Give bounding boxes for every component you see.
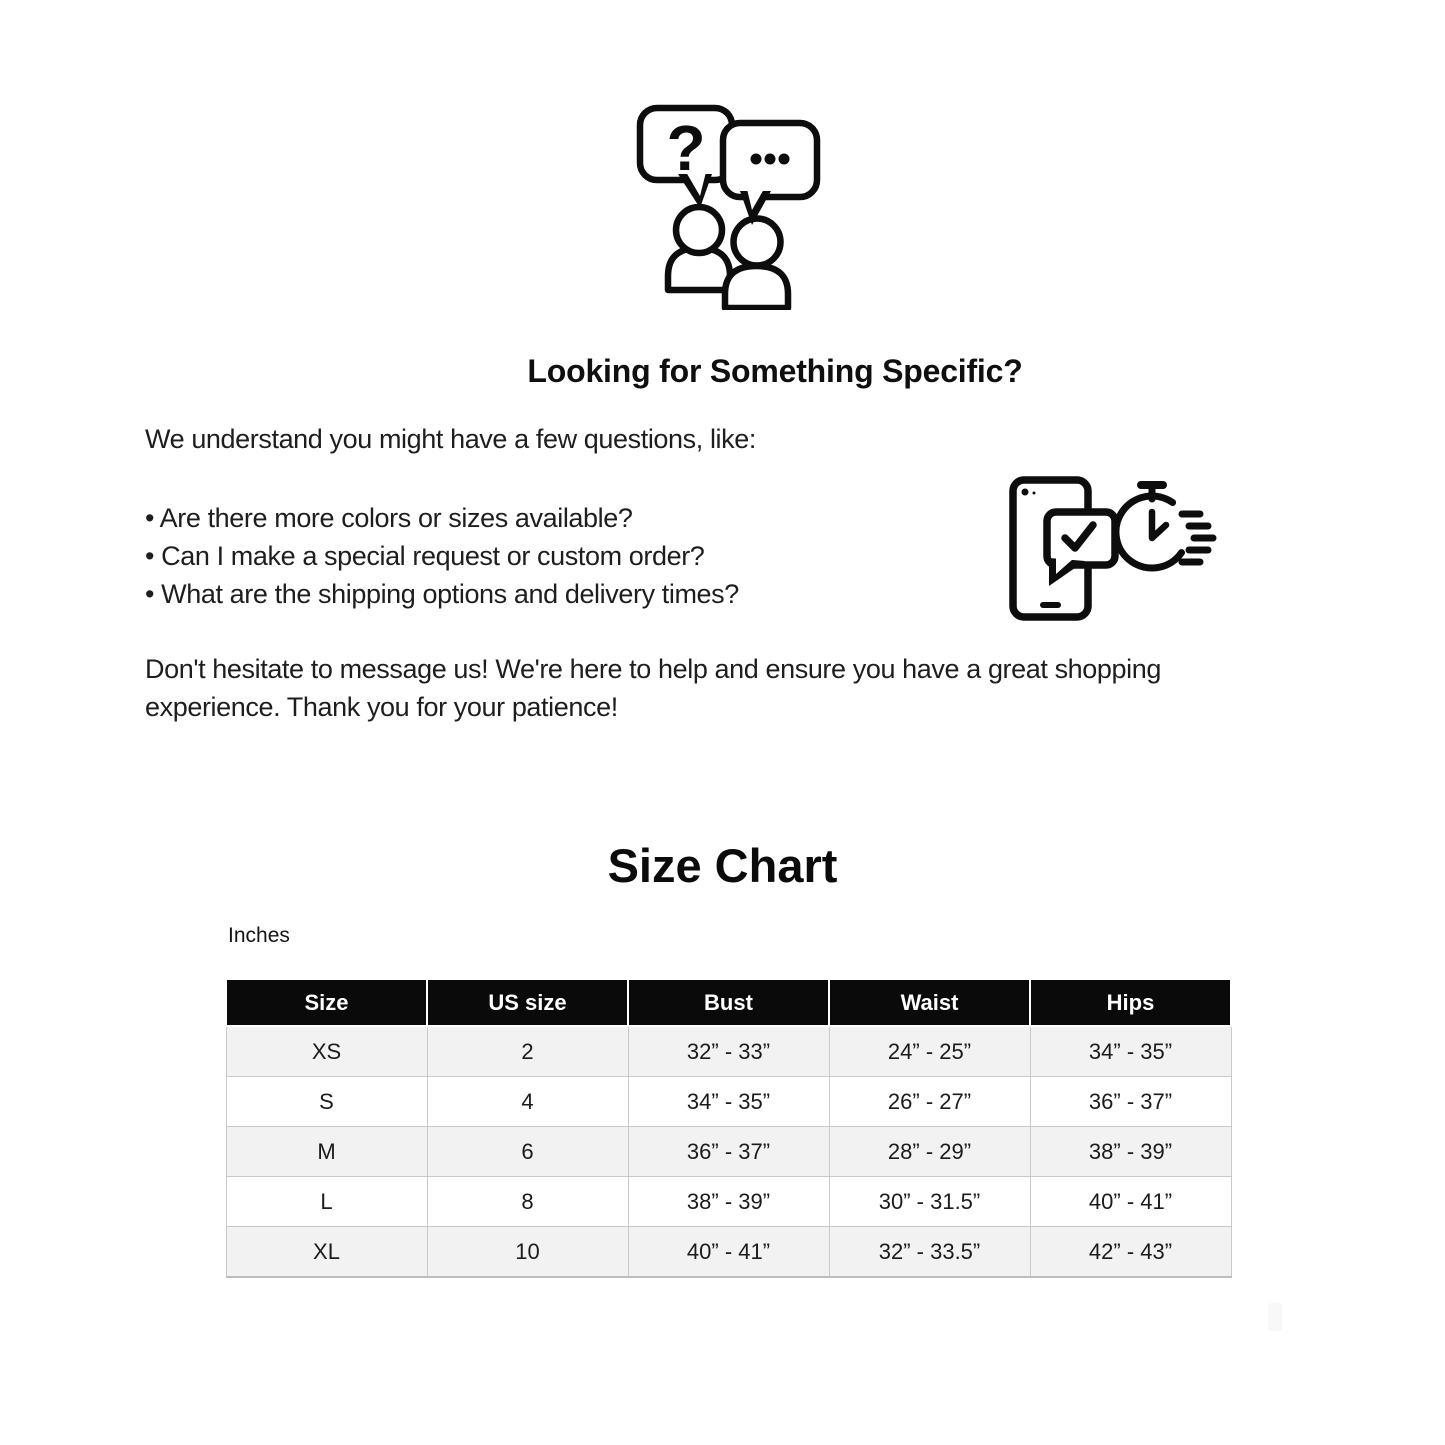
table-row [226,1227,1231,1278]
table-cell: XS [226,1026,427,1077]
bullet-item: • Are there more colors or sizes available? [145,503,633,533]
table-cell: M [226,1127,427,1177]
two-people-chat-bubbles-icon [628,98,823,310]
faint-watermark [1268,1303,1282,1331]
column-header-size: Size [226,979,427,1026]
table-cell: 42” - 43” [1030,1227,1231,1278]
bullet-item: • Can I make a special request or custom order? [145,541,705,571]
table-cell: 40” - 41” [628,1227,829,1278]
table-cell: 28” - 29” [829,1127,1030,1177]
message-line: experience. Thank you for your patience! [145,692,618,722]
table-cell: 26” - 27” [829,1077,1030,1127]
table-cell: 32” - 33.5” [829,1227,1030,1278]
message-line: Don't hesitate to message us! We're here to help and ensure you have a great shopping [145,654,1161,684]
help-intro-text: We understand you might have a few questions, like: [145,424,756,454]
table-header-row [226,979,1231,1026]
table-row [226,1077,1231,1127]
table-cell: S [226,1077,427,1127]
table-cell: 2 [427,1026,628,1077]
help-message-text [145,650,1161,726]
table-cell: 38” - 39” [628,1177,829,1227]
table-cell: 8 [427,1177,628,1227]
table-cell: 6 [427,1127,628,1177]
table-cell: L [226,1177,427,1227]
table-cell: 30” - 31.5” [829,1177,1030,1227]
table-cell: 36” - 37” [628,1127,829,1177]
phone-message-stopwatch-icon [1003,468,1228,623]
unit-label: Inches [228,924,290,947]
table-row [226,1127,1231,1177]
column-header-hips: Hips [1030,979,1231,1026]
size-chart-title: Size Chart [607,839,838,892]
column-header-bust: Bust [628,979,829,1026]
table-row [226,1026,1231,1077]
table-row [226,1177,1231,1227]
table-cell: 36” - 37” [1030,1077,1231,1127]
table-cell: 38” - 39” [1030,1127,1231,1177]
table-cell: 24” - 25” [829,1026,1030,1077]
table-cell: 34” - 35” [1030,1026,1231,1077]
question-bullet-list [145,499,739,613]
table-cell: 10 [427,1227,628,1278]
table-cell: 32” - 33” [628,1026,829,1077]
table-cell: 34” - 35” [628,1077,829,1127]
bullet-item: • What are the shipping options and delivery times? [145,579,739,609]
table-cell: 40” - 41” [1030,1177,1231,1227]
table-cell: XL [226,1227,427,1278]
column-header-waist: Waist [829,979,1030,1026]
table-cell: 4 [427,1077,628,1127]
question-mark-glyph: ? [666,112,706,184]
size-chart-table [225,978,1232,1278]
column-header-us-size: US size [427,979,628,1026]
size-chart [225,978,1232,1278]
help-section-heading: Looking for Something Specific? [527,353,1023,389]
